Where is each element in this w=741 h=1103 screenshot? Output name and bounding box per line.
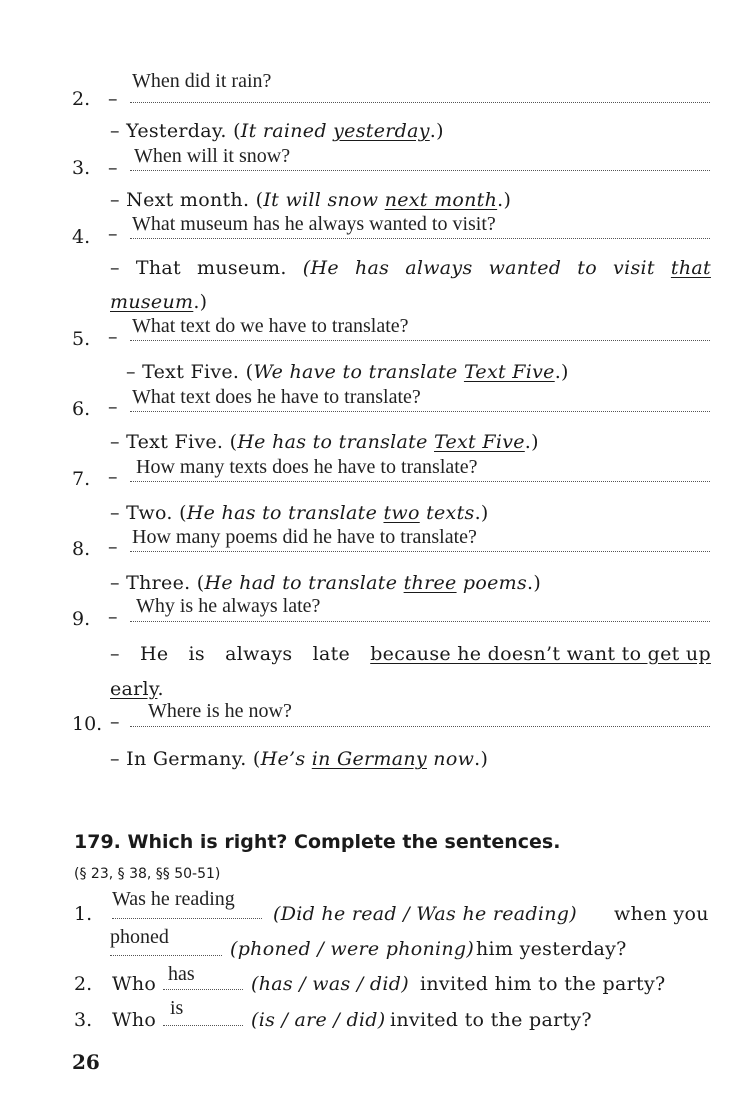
item-number: 2. xyxy=(72,88,91,110)
options: (has / was / did) xyxy=(251,973,409,995)
response-line: – He is always late because he doesn’t want to get up xyxy=(110,643,711,665)
answer-line xyxy=(130,170,710,171)
answer-line xyxy=(130,726,710,727)
sentence-text: invited him to the party? xyxy=(420,973,666,995)
item-number: 10. xyxy=(72,713,103,735)
blank-line xyxy=(163,989,243,990)
sentence-text: Who xyxy=(112,1009,157,1031)
sentence-text: invited to the party? xyxy=(390,1009,592,1031)
response-line: – Yesterday. (It rained yesterday.) xyxy=(110,120,444,142)
handwritten-answer: What museum has he always wanted to visit? xyxy=(132,213,496,235)
exercise-title: 179. Which is right? Complete the sentences. xyxy=(74,831,561,853)
dash: – xyxy=(108,396,118,418)
item-number: 5. xyxy=(72,328,91,350)
answer-line xyxy=(130,551,710,552)
sentence-number: 3. xyxy=(74,1009,93,1031)
response-line-continued: museum.) xyxy=(110,291,208,313)
sentence-text: Who xyxy=(112,973,157,995)
handwritten-answer: When will it snow? xyxy=(134,145,291,167)
page-number: 26 xyxy=(72,1050,100,1074)
answer-line xyxy=(130,238,710,239)
answer-line xyxy=(130,411,710,412)
sentence-number: 1. xyxy=(74,903,93,925)
response-line: – In Germany. (He’s in Germany now.) xyxy=(110,748,489,770)
answer-line xyxy=(130,102,710,103)
item-number: 7. xyxy=(72,468,91,490)
handwritten-answer: What text does he have to translate? xyxy=(132,386,421,408)
response-line: – Two. (He has to translate two texts.) xyxy=(110,502,489,524)
options: (phoned / were phoning) xyxy=(230,938,475,960)
answer-line xyxy=(130,340,710,341)
dash: – xyxy=(110,711,120,733)
handwritten-answer: has xyxy=(168,963,195,985)
sentence-text: him yesterday? xyxy=(476,938,627,960)
options: (is / are / did) xyxy=(251,1009,386,1031)
dash: – xyxy=(108,223,118,245)
blank-line xyxy=(110,955,222,956)
item-number: 4. xyxy=(72,226,91,248)
item-number: 6. xyxy=(72,398,91,420)
dash: – xyxy=(108,157,118,179)
dash: – xyxy=(108,326,118,348)
handwritten-answer: Why is he always late? xyxy=(136,595,321,617)
item-number: 3. xyxy=(72,157,91,179)
response-line-continued: early. xyxy=(110,678,164,700)
response-line: – Text Five. (He has to translate Text Five.) xyxy=(110,431,539,453)
blank-line xyxy=(163,1025,243,1026)
dash: – xyxy=(108,466,118,488)
sentence-number: 2. xyxy=(74,973,93,995)
item-number: 8. xyxy=(72,538,91,560)
handwritten-answer: Was he reading xyxy=(112,888,235,910)
response-line: – That museum. (He has always wanted to visit that xyxy=(110,257,711,279)
options: (Did he read / Was he reading) xyxy=(273,903,577,925)
response-line: – Text Five. (We have to translate Text Five.) xyxy=(126,361,569,383)
handwritten-answer: phoned xyxy=(110,926,169,948)
item-number: 9. xyxy=(72,608,91,630)
dash: – xyxy=(108,606,118,628)
handwritten-answer: is xyxy=(170,997,184,1019)
handwritten-answer: What text do we have to translate? xyxy=(132,315,409,337)
grammar-references: (§ 23, § 38, §§ 50-51) xyxy=(74,866,221,882)
response-line: – Next month. (It will snow next month.) xyxy=(110,189,512,211)
answer-line xyxy=(130,621,710,622)
blank-line xyxy=(112,918,262,919)
handwritten-answer: How many texts does he have to translate? xyxy=(136,456,478,478)
response-line: – Three. (He had to translate three poems.) xyxy=(110,572,542,594)
handwritten-answer: Where is he now? xyxy=(148,700,292,722)
answer-line xyxy=(130,481,710,482)
handwritten-answer: When did it rain? xyxy=(132,70,272,92)
dash: – xyxy=(108,88,118,110)
sentence-text: when you xyxy=(614,903,709,925)
handwritten-answer: How many poems did he have to translate? xyxy=(132,526,477,548)
dash: – xyxy=(108,536,118,558)
